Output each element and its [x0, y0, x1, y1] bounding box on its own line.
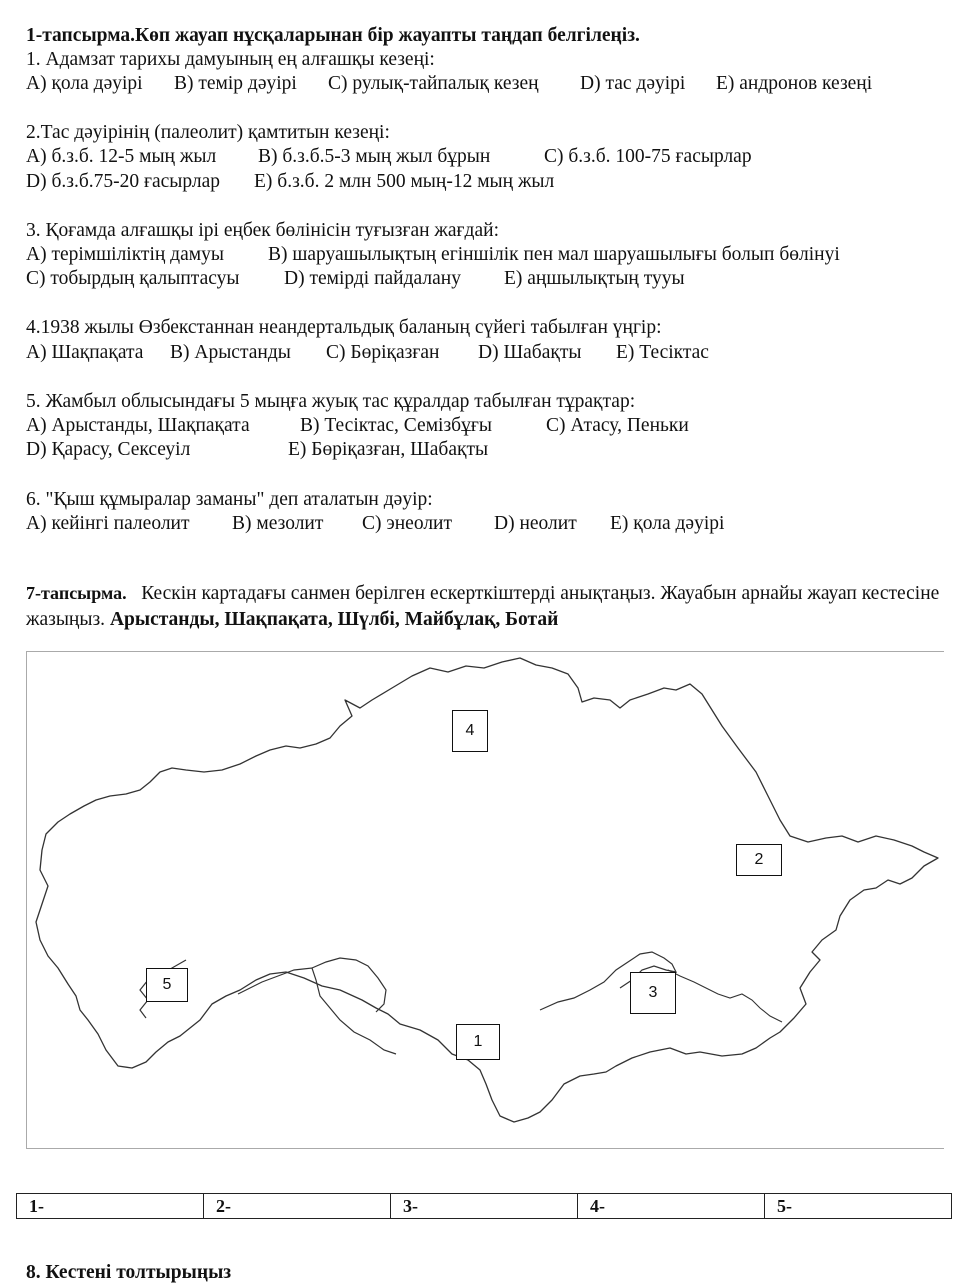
q5-option-d[interactable]: D) Қарасу, Сексеуіл — [26, 439, 191, 460]
q5-option-e[interactable]: Е) Бөріқазған, Шабақты — [288, 439, 489, 460]
q2-option-e[interactable]: Е) б.з.б. 2 млн 500 мың-12 мың жыл — [254, 171, 555, 192]
answer-cell-5[interactable]: 5- — [765, 1194, 952, 1219]
q4-option-e[interactable]: Е) Тесіктас — [616, 342, 709, 363]
answer-cell-3[interactable]: 3- — [391, 1194, 578, 1219]
q4-option-b[interactable]: В) Арыстанды — [170, 342, 291, 363]
answer-table-row — [17, 1194, 952, 1219]
question-2: 2.Тас дәуірінің (палеолит) қамтитын кезеңі: — [26, 122, 390, 143]
q5-option-a[interactable]: А) Арыстанды, Шақпақата — [26, 415, 250, 436]
internal-border-south — [238, 968, 396, 1054]
q1-option-b[interactable]: В) темір дәуірі — [174, 73, 297, 94]
map-marker-4: 4 — [452, 710, 488, 752]
river-ili — [668, 970, 782, 1022]
q5-option-c[interactable]: С) Атасу, Пеньки — [546, 415, 689, 436]
q6-option-e[interactable]: Е) қола дәуірі — [610, 513, 725, 534]
q2-option-a[interactable]: А) б.з.б. 12-5 мың жыл — [26, 146, 217, 167]
question-1: 1. Адамзат тарихы дамуының ең алғашқы кезеңі: — [26, 49, 435, 70]
answer-cell-1[interactable]: 1- — [17, 1194, 204, 1219]
map-marker-5: 5 — [146, 968, 188, 1002]
q3-option-e[interactable]: Е) аңшылықтың тууы — [504, 268, 685, 289]
map-marker-3: 3 — [630, 972, 676, 1014]
q1-option-d[interactable]: D) тас дәуірі — [580, 73, 686, 94]
task1-heading: 1-тапсырма.Көп жауап нұсқаларынан бір жауапты таңдап белгілеңіз. — [26, 25, 640, 46]
q2-option-d[interactable]: D) б.з.б.75-20 ғасырлар — [26, 171, 221, 192]
answer-cell-4[interactable]: 4- — [578, 1194, 765, 1219]
answer-table — [16, 1193, 952, 1219]
task7-sites: Арыстанды, Шақпақата, Шүлбі, Майбұлақ, Ботай — [109, 609, 559, 630]
task8-heading-cut: 8. Кестені толтырыңыз — [26, 1262, 232, 1283]
map-marker-2: 2 — [736, 844, 782, 876]
q1-option-e[interactable]: Е) андронов кезеңі — [716, 73, 873, 94]
q6-option-a[interactable]: А) кейінгі палеолит — [26, 513, 190, 534]
q3-option-d[interactable]: D) темірді пайдалану — [284, 268, 461, 289]
q1-option-c[interactable]: С) рулық-тайпалық кезең — [328, 73, 539, 94]
task7-text: Кескін картадағы санмен берілген ескерткіштерді анықтаңыз. Жауабын арнайы жауап кестесіне жазыңыз. — [26, 583, 940, 630]
map-marker-1: 1 — [456, 1024, 500, 1060]
q3-option-a[interactable]: А) терімшіліктің дамуы — [26, 244, 224, 265]
question-4: 4.1938 жылы Өзбекстаннан неандертальдық баланың сүйегі табылған үңгір: — [26, 317, 662, 338]
question-3: 3. Қоғамда алғашқы ірі еңбек бөлінісін туғызған жағдай: — [26, 220, 499, 241]
q2-option-b[interactable]: В) б.з.б.5-3 мың жыл бұрын — [258, 146, 491, 167]
q6-option-d[interactable]: D) неолит — [494, 513, 577, 534]
q3-option-c[interactable]: С) тобырдың қалыптасуы — [26, 268, 240, 289]
q4-option-a[interactable]: А) Шақпақата — [26, 342, 144, 363]
q3-option-b[interactable]: В) шаруашылықтың егіншілік пен мал шаруашылығы болып бөлінуі — [268, 244, 840, 265]
question-5: 5. Жамбыл облысындағы 5 мыңға жуық тас құралдар табылған тұрақтар: — [26, 391, 636, 412]
q4-option-c[interactable]: С) Бөріқазған — [326, 342, 440, 363]
q6-option-c[interactable]: С) энеолит — [362, 513, 453, 534]
question-6: 6. "Қыш құмыралар заманы" деп аталатын дәуір: — [26, 489, 433, 510]
task7-label: 7-тапсырма. — [26, 583, 127, 603]
q2-option-c[interactable]: С) б.з.б. 100-75 ғасырлар — [544, 146, 752, 167]
internal-border-aral — [312, 958, 386, 1012]
q4-option-d[interactable]: D) Шабақты — [478, 342, 582, 363]
q1-option-a[interactable]: А) қола дәуірі — [26, 73, 143, 94]
q6-option-b[interactable]: В) мезолит — [232, 513, 324, 534]
q5-option-b[interactable]: В) Тесіктас, Семізбұғы — [300, 415, 492, 436]
answer-cell-2[interactable]: 2- — [204, 1194, 391, 1219]
